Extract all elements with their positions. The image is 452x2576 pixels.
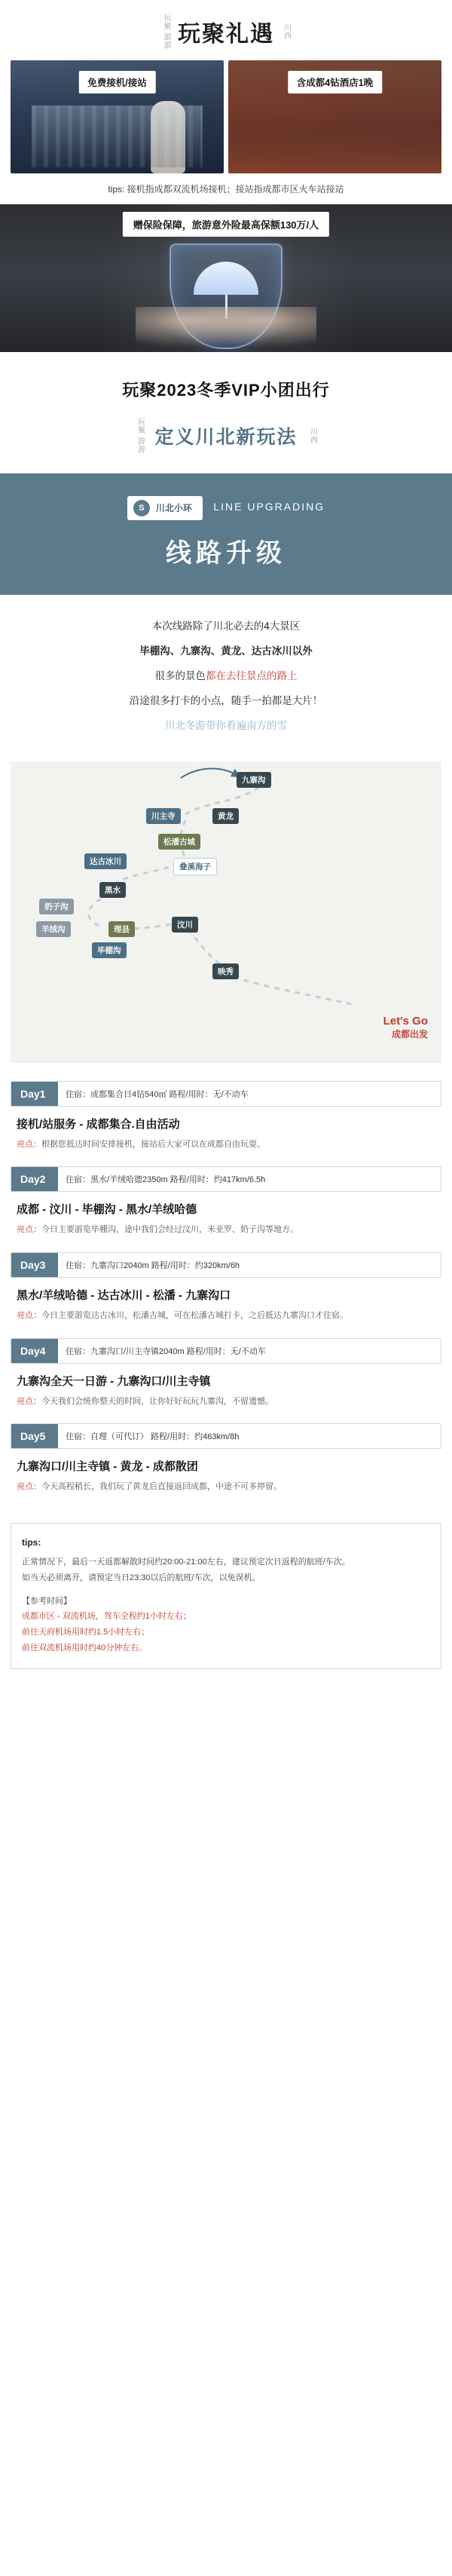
photo-badge-hotel: 含成都4钻酒店1晚 [288, 71, 382, 93]
day-note-label-2: 亮点： [17, 1225, 41, 1235]
desc-line-2: 毕棚沟、九寨沟、黄龙、达古冰川以外 [139, 645, 313, 657]
upgrade-english-label: LINE UPGRADING [213, 501, 325, 513]
map-route-lines [11, 761, 441, 1063]
map-node-bipenggou[interactable]: 毕棚沟 [92, 942, 127, 958]
day-header-2 [11, 1166, 441, 1192]
letsgo-label: Let's Go [383, 1014, 428, 1028]
header-side-right: 川西 [282, 23, 291, 40]
upgrade-title: 线路升级 [166, 538, 286, 568]
day-note-2 [17, 1223, 437, 1237]
day-meta-5: 住宿：自理（可代订） 路程/用时：约463km/8h [66, 1432, 240, 1442]
title-section [0, 352, 452, 473]
day-title-1: 接机/站服务 - 成都集合.自由活动 [17, 1117, 180, 1131]
day-body-5 [11, 1449, 441, 1494]
day-title-3: 黑水/羊绒哈德 - 达古冰川 - 松潘 - 九寨沟口 [17, 1288, 231, 1302]
day-block-5 [11, 1423, 441, 1494]
map-node-huanglong[interactable]: 黄龙 [212, 808, 239, 824]
day-block-2 [11, 1166, 441, 1237]
map-node-yangronggou[interactable]: 羊绒沟 [36, 921, 71, 937]
desc-line-5: 川北冬游带你看遍南方的雪 [165, 719, 287, 731]
day-note-text-4: 今天我们会统你整天的时间，让你好好玩玩九寨沟，不留遗憾。 [41, 1396, 273, 1406]
day-tag-1: Day1 [11, 1082, 58, 1106]
day-meta-1: 住宿：成都集合日4钻540㎡ 路程/用时：无/不动车 [66, 1089, 249, 1099]
day-note-3 [17, 1309, 437, 1323]
day-tag-3: Day3 [11, 1253, 58, 1277]
day-title-2: 成都 - 汶川 - 毕棚沟 - 黑水/羊绒哈德 [17, 1203, 197, 1217]
footer-ref-3: 前往双流机场用时约40分钟左右。 [22, 1643, 148, 1653]
subtitle-side-left: 玩聚 游游 [136, 417, 145, 454]
day-body-3 [11, 1278, 441, 1323]
day-meta-3: 住宿：九寨沟口2040m 路程/用时：约320km/6h [66, 1260, 240, 1270]
day-meta-4: 住宿：九寨沟口/川主寺镇2040m 路程/用时：无/不动车 [66, 1346, 266, 1356]
day-tag-4: Day4 [11, 1339, 58, 1363]
map-node-naizigou[interactable]: 奶子沟 [39, 899, 74, 914]
day-note-1 [17, 1138, 437, 1152]
footer-tips [11, 1523, 441, 1669]
map-node-songpan[interactable]: 松潘古城 [158, 834, 200, 850]
day-title-4: 九寨沟全天一日游 - 九寨沟口/川主寺镇 [17, 1374, 211, 1388]
tour-title: 玩聚2023冬季VIP小团出行 [122, 380, 330, 400]
map-node-wenchuan[interactable]: 汶川 [172, 917, 198, 933]
page-header [0, 0, 452, 60]
day-title-5: 九寨沟口/川主寺镇 - 黄龙 - 成都散团 [17, 1460, 198, 1474]
footer-ref-1: 成都市区 - 双流机场，驾车全程约1小时左右； [22, 1612, 191, 1622]
photo-tips-text: tips: 接机指成都双流机场接机；接站指成都市区火车站接站 [108, 183, 344, 195]
footer-ref-title: 【参考时间】 [22, 1596, 72, 1606]
day-meta-2: 住宿：黑水/羊绒哈德2350m 路程/用时：约417km/6.5h [66, 1175, 266, 1185]
insurance-badge: 赠保险保障，旅游意外险最高保额130万/人 [123, 212, 329, 237]
footer-line-1: 正常情况下，最后一天返都解散时间约20:00-21:00左右，建议预定次日返程的航班/车次。 [22, 1557, 350, 1567]
day-note-label-3: 亮点： [17, 1310, 41, 1320]
route-description [0, 595, 452, 757]
upgrade-pill-label: 川北小环 [155, 503, 192, 514]
footer-title: tips: [22, 1537, 41, 1548]
map-node-yingxiu[interactable]: 映秀 [212, 963, 239, 979]
day-tag-5: Day5 [11, 1424, 58, 1448]
hands-illustration [136, 307, 316, 352]
day-note-text-1: 根据您抵达时间安排接机，接站后大家可以在成都自由玩耍。 [41, 1139, 265, 1149]
day-note-4 [17, 1395, 437, 1409]
day-block-1 [11, 1081, 441, 1152]
day-note-label-1: 亮点： [17, 1139, 41, 1149]
person-silhouette [151, 101, 185, 173]
day-note-text-5: 今天高程稍长，我们玩了黄龙后直接返回成都，中途不可多停留。 [41, 1482, 282, 1492]
day-note-label-4: 亮点： [17, 1396, 41, 1406]
subtitle-row [0, 418, 452, 454]
day-note-label-5: 亮点： [17, 1482, 41, 1492]
day-body-1 [11, 1107, 441, 1152]
footer-ref-2: 前往天府机场用时约1.5小时左右； [22, 1628, 150, 1637]
page-title: 玩聚礼遇 [178, 21, 274, 47]
day-note-5 [17, 1480, 437, 1494]
day-block-4 [11, 1338, 441, 1409]
departure-label: 成都出发 [391, 1028, 428, 1040]
desc-line-3 [23, 666, 429, 686]
day-header-3 [11, 1252, 441, 1278]
desc-line-1: 本次线路除了川北必去的4大景区 [151, 620, 301, 632]
desc-line-3b: 都在去往景点的路上 [206, 669, 298, 682]
route-map [11, 761, 441, 1063]
footer-reference [22, 1594, 430, 1657]
photo-gallery [0, 60, 452, 173]
header-side-left: 玩聚 游游 [162, 14, 170, 50]
map-node-diexi[interactable]: 叠溪海子 [173, 858, 217, 875]
day-header-5 [11, 1423, 441, 1449]
day-header-1 [11, 1081, 441, 1107]
day-note-text-2: 今日主要游览毕棚沟，途中我们会经过汶川，米亚罗、奶子沟等地方。 [41, 1225, 298, 1235]
day-header-4 [11, 1338, 441, 1364]
day-tag-2: Day2 [11, 1167, 58, 1191]
day-body-4 [11, 1364, 441, 1409]
pill-circle-icon: S [133, 500, 150, 516]
line-upgrade-banner [0, 473, 452, 595]
day-note-text-3: 今日主要游览达古冰川，松潘古城，可在松潘古城打卡，之后抵达九寨沟口才住宿。 [41, 1310, 348, 1320]
map-node-lixian[interactable]: 理县 [108, 921, 135, 937]
itinerary-list [0, 1081, 452, 1517]
map-node-chuanzhusi[interactable]: 川主寺 [146, 808, 181, 824]
map-node-heishui[interactable]: 黑水 [99, 882, 126, 898]
insurance-banner [0, 204, 452, 352]
desc-line-3a: 很多的景色 [154, 669, 206, 682]
map-start-marker [383, 1015, 428, 1040]
footer-line-2: 如当天必须离开，请预定当日23:30以后的航班/车次，以免误机。 [22, 1573, 261, 1582]
photo-airport [11, 60, 224, 173]
desc-line-4: 沿途很多打卡的小点，随手一拍都是大片！ [129, 694, 323, 706]
day-block-3 [11, 1252, 441, 1323]
photo-hotel [228, 60, 441, 173]
subtitle-side-right: 川西 [308, 427, 317, 444]
photo-badge-airport: 免费接机/接站 [78, 71, 155, 93]
map-node-daguglacier[interactable]: 达古冰川 [84, 853, 127, 869]
upgrade-pill [127, 496, 203, 520]
day-body-2 [11, 1192, 441, 1237]
map-node-jiuzhaigou[interactable]: 九寨沟 [237, 772, 271, 788]
tour-subtitle: 定义川北新玩法 [154, 426, 298, 448]
